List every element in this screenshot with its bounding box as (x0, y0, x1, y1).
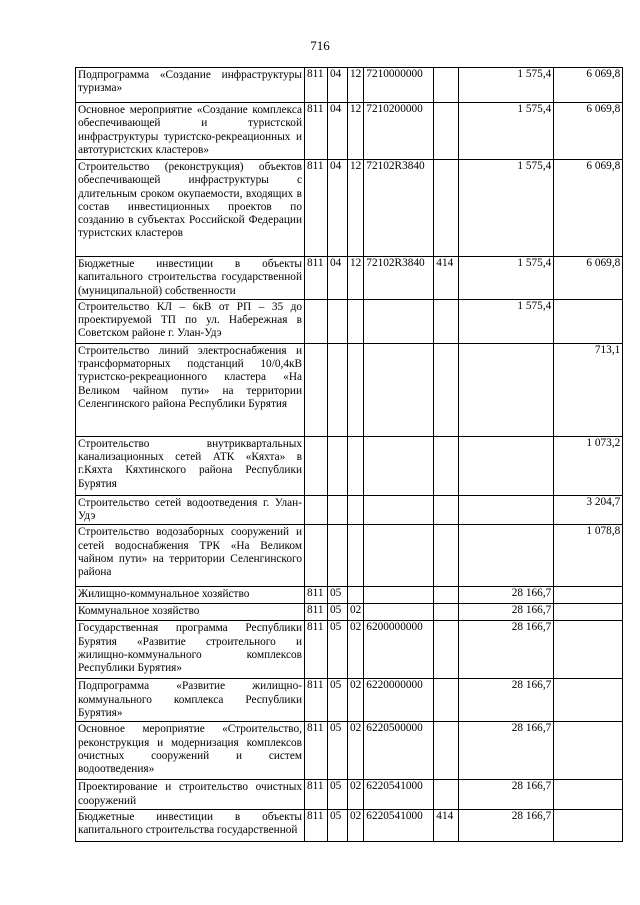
amount-year2-cell (554, 679, 623, 722)
grbs-cell: 811 (305, 722, 328, 780)
table-row (76, 299, 623, 343)
grbs-cell: 811 (305, 587, 328, 604)
amount-year2-cell (554, 604, 623, 621)
table-row (76, 257, 623, 300)
grbs-cell: 811 (305, 160, 328, 257)
amount-year1-cell: 1 575,4 (459, 68, 554, 103)
grbs-cell: 811 (305, 604, 328, 621)
row-name-cell: Строительство (реконструкция) объектов обеспечивающей инфраструктуры с длительным сроком окупаемости, входящих в состав инвестиционных проектов по созданию в субъектах Российской Федерации туристских кластеров (76, 160, 305, 257)
expense-type-cell (434, 780, 459, 810)
amount-year2-cell (554, 299, 623, 343)
table-row (76, 495, 623, 525)
subsection-cell (348, 495, 364, 525)
row-name-cell: Жилищно-коммунальное хозяйство (76, 587, 305, 604)
amount-year1-cell: 1 575,4 (459, 299, 554, 343)
amount-year2-cell: 6 069,8 (554, 257, 623, 300)
target-article-cell: 72102R3840 (364, 257, 434, 300)
target-article-cell (364, 343, 434, 436)
grbs-cell: 811 (305, 679, 328, 722)
subsection-cell: 02 (348, 621, 364, 679)
amount-year1-cell: 28 166,7 (459, 780, 554, 810)
section-cell: 05 (328, 809, 348, 841)
amount-year2-cell: 1 078,8 (554, 525, 623, 587)
section-cell: 05 (328, 587, 348, 604)
amount-year2-cell (554, 587, 623, 604)
table-row (76, 722, 623, 780)
amount-year1-cell: 28 166,7 (459, 621, 554, 679)
target-article-cell (364, 299, 434, 343)
target-article-cell (364, 604, 434, 621)
row-name-cell: Основное мероприятие «Создание комплекса обеспечивающей и туристской инфраструктуры туристско-рекреационных и автотуристских кластеров» (76, 103, 305, 160)
expense-type-cell (434, 722, 459, 780)
target-article-cell: 7210000000 (364, 68, 434, 103)
expense-type-cell (434, 103, 459, 160)
amount-year1-cell: 28 166,7 (459, 809, 554, 841)
amount-year1-cell (459, 495, 554, 525)
subsection-cell: 02 (348, 604, 364, 621)
grbs-cell: 811 (305, 621, 328, 679)
amount-year1-cell: 1 575,4 (459, 103, 554, 160)
subsection-cell: 12 (348, 103, 364, 160)
table-row (76, 780, 623, 810)
target-article-cell: 6220541000 (364, 809, 434, 841)
amount-year1-cell: 1 575,4 (459, 160, 554, 257)
table-row (76, 436, 623, 495)
subsection-cell (348, 299, 364, 343)
amount-year2-cell (554, 722, 623, 780)
amount-year2-cell: 6 069,8 (554, 160, 623, 257)
row-name-cell: Строительство КЛ – 6кВ от РП – 35 до проектируемой ТП по ул. Набережная в Советском районе г. Улан-Удэ (76, 299, 305, 343)
section-cell: 04 (328, 68, 348, 103)
subsection-cell: 12 (348, 68, 364, 103)
target-article-cell: 6220000000 (364, 679, 434, 722)
amount-year2-cell (554, 621, 623, 679)
row-name-cell: Строительство линий электроснабжения и трансформаторных подстанций 10/0,4кВ туристско-рекреационного кластера «На Великом чайном пути» на территории Селенгинского района Республики Бурятия (76, 343, 305, 436)
expense-type-cell: 414 (434, 257, 459, 300)
section-cell: 05 (328, 679, 348, 722)
amount-year2-cell: 1 073,2 (554, 436, 623, 495)
target-article-cell: 6220541000 (364, 780, 434, 810)
table-row (76, 160, 623, 257)
table-row (76, 809, 623, 841)
expense-type-cell (434, 436, 459, 495)
expense-type-cell (434, 621, 459, 679)
amount-year1-cell (459, 525, 554, 587)
target-article-cell: 6220500000 (364, 722, 434, 780)
subsection-cell: 02 (348, 679, 364, 722)
grbs-cell: 811 (305, 257, 328, 300)
amount-year2-cell: 6 069,8 (554, 103, 623, 160)
row-name-cell: Строительство водозаборных сооружений и сетей водоснабжения ТРК «На Великом чайном пути» на территории Селенгинского района (76, 525, 305, 587)
target-article-cell: 72102R3840 (364, 160, 434, 257)
grbs-cell: 811 (305, 68, 328, 103)
amount-year1-cell (459, 343, 554, 436)
amount-year2-cell: 3 204,7 (554, 495, 623, 525)
subsection-cell (348, 525, 364, 587)
expense-type-cell (434, 299, 459, 343)
amount-year2-cell (554, 809, 623, 841)
target-article-cell (364, 495, 434, 525)
grbs-cell: 811 (305, 103, 328, 160)
subsection-cell: 02 (348, 809, 364, 841)
expense-type-cell (434, 343, 459, 436)
section-cell: 05 (328, 621, 348, 679)
amount-year1-cell: 28 166,7 (459, 722, 554, 780)
section-cell: 04 (328, 257, 348, 300)
amount-year1-cell: 28 166,7 (459, 679, 554, 722)
row-name-cell: Подпрограмма «Развитие жилищно-коммунального комплекса Республики Бурятия» (76, 679, 305, 722)
table-row (76, 525, 623, 587)
target-article-cell: 6200000000 (364, 621, 434, 679)
section-cell: 05 (328, 722, 348, 780)
grbs-cell: 811 (305, 809, 328, 841)
grbs-cell: 811 (305, 780, 328, 810)
table-row (76, 68, 623, 103)
table-row (76, 343, 623, 436)
subsection-cell: 02 (348, 722, 364, 780)
section-cell: 04 (328, 160, 348, 257)
amount-year2-cell: 713,1 (554, 343, 623, 436)
section-cell: 04 (328, 103, 348, 160)
amount-year1-cell: 1 575,4 (459, 257, 554, 300)
page-number: 716 (310, 38, 330, 53)
expense-type-cell (434, 679, 459, 722)
subsection-cell: 12 (348, 257, 364, 300)
row-name-cell: Проектирование и строительство очистных сооружений (76, 780, 305, 810)
table-row (76, 679, 623, 722)
row-name-cell: Коммунальное хозяйство (76, 604, 305, 621)
section-cell (328, 343, 348, 436)
subsection-cell: 12 (348, 160, 364, 257)
amount-year1-cell (459, 436, 554, 495)
row-name-cell: Подпрограмма «Создание инфраструктуры туризма» (76, 68, 305, 103)
grbs-cell (305, 495, 328, 525)
row-name-cell: Основное мероприятие «Строительство, реконструкция и модернизация комплексов очистных сооружений и систем водоотведения» (76, 722, 305, 780)
grbs-cell (305, 343, 328, 436)
grbs-cell (305, 436, 328, 495)
amount-year2-cell (554, 780, 623, 810)
section-cell: 05 (328, 780, 348, 810)
grbs-cell (305, 299, 328, 343)
row-name-cell: Бюджетные инвестиции в объекты капитального строительства государственной (муниципальной) собственности (76, 257, 305, 300)
row-name-cell: Строительство сетей водоотведения г. Улан-Удэ (76, 495, 305, 525)
subsection-cell (348, 587, 364, 604)
target-article-cell: 7210200000 (364, 103, 434, 160)
section-cell (328, 495, 348, 525)
table-row (76, 587, 623, 604)
table-body (76, 68, 623, 842)
target-article-cell (364, 525, 434, 587)
section-cell: 05 (328, 604, 348, 621)
expense-type-cell (434, 495, 459, 525)
amount-year1-cell: 28 166,7 (459, 587, 554, 604)
subsection-cell: 02 (348, 780, 364, 810)
section-cell (328, 525, 348, 587)
amount-year1-cell: 28 166,7 (459, 604, 554, 621)
table-row (76, 604, 623, 621)
expense-type-cell: 414 (434, 809, 459, 841)
table-row (76, 103, 623, 160)
section-cell (328, 299, 348, 343)
expense-type-cell (434, 604, 459, 621)
expense-type-cell (434, 525, 459, 587)
target-article-cell (364, 587, 434, 604)
budget-table (75, 67, 623, 842)
subsection-cell (348, 343, 364, 436)
expense-type-cell (434, 587, 459, 604)
row-name-cell: Бюджетные инвестиции в объекты капитального строительства государственной (76, 809, 305, 841)
grbs-cell (305, 525, 328, 587)
table-row (76, 621, 623, 679)
target-article-cell (364, 436, 434, 495)
row-name-cell: Государственная программа Республики Бурятия «Развитие строительного и жилищно-коммунального комплексов Республики Бурятия» (76, 621, 305, 679)
section-cell (328, 436, 348, 495)
subsection-cell (348, 436, 364, 495)
row-name-cell: Строительство внутриквартальных канализационных сетей АТК «Кяхта» в г.Кяхта Кяхтинского района Республики Бурятия (76, 436, 305, 495)
expense-type-cell (434, 160, 459, 257)
expense-type-cell (434, 68, 459, 103)
amount-year2-cell: 6 069,8 (554, 68, 623, 103)
